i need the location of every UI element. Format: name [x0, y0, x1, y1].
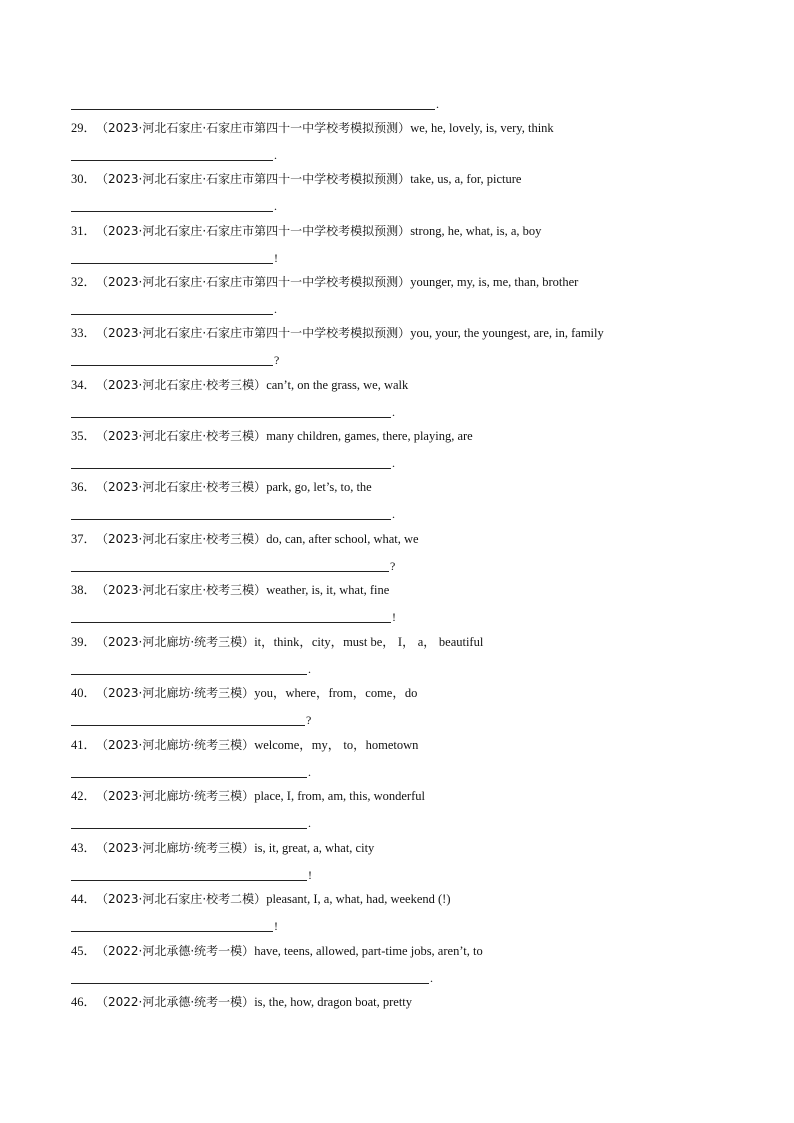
answer-end-punct: ?: [390, 559, 396, 573]
answer-blank[interactable]: [71, 662, 307, 675]
answer-end-punct: .: [308, 816, 311, 830]
question-32: [71, 274, 578, 290]
answer-blank[interactable]: [71, 97, 435, 110]
question-words: it，think，city，must be， I， a， beautiful: [254, 635, 484, 649]
answer-line-37[interactable]: [71, 558, 395, 572]
question-source: （2023·河北石家庄·石家庄市第四十一中学校考模拟预测）: [96, 121, 411, 135]
question-45: [71, 943, 483, 959]
question-words: can’t, on the grass, we, walk: [266, 378, 409, 392]
question-number: 37．: [71, 532, 97, 546]
answer-end-punct: ?: [274, 353, 280, 367]
question-37: [71, 531, 419, 547]
question-number: 40．: [71, 686, 97, 700]
question-words: you, your, the youngest, are, in, family: [410, 326, 604, 340]
answer-blank[interactable]: [71, 610, 391, 623]
answer-line-41[interactable]: [71, 764, 311, 778]
question-source: （2023·河北石家庄·校考三模）: [96, 480, 267, 494]
question-words: strong, he, what, is, a, boy: [410, 224, 542, 238]
question-number: 39．: [71, 635, 97, 649]
answer-end-punct: .: [308, 662, 311, 676]
answer-blank[interactable]: [71, 816, 307, 829]
question-words: welcome，my， to，hometown: [254, 738, 419, 752]
answer-end-punct: .: [436, 97, 439, 111]
question-number: 34．: [71, 378, 97, 392]
question-words: place, I, from, am, this, wonderful: [254, 789, 425, 803]
question-number: 36．: [71, 480, 97, 494]
answer-end-punct: .: [392, 456, 395, 470]
answer-line-35[interactable]: [71, 455, 395, 469]
question-number: 32．: [71, 275, 97, 289]
question-35: [71, 428, 473, 444]
question-number: 42．: [71, 789, 97, 803]
question-source: （2023·河北廊坊·统考三模）: [96, 738, 255, 752]
answer-end-punct: .: [274, 302, 277, 316]
question-33: [71, 325, 604, 341]
question-source: （2023·河北石家庄·石家庄市第四十一中学校考模拟预测）: [96, 326, 411, 340]
question-source: （2023·河北石家庄·校考三模）: [96, 429, 267, 443]
question-36: [71, 479, 372, 495]
question-source: （2023·河北石家庄·校考三模）: [96, 378, 267, 392]
question-number: 41．: [71, 738, 97, 752]
question-31: [71, 223, 541, 239]
answer-end-punct: .: [392, 507, 395, 521]
answer-end-punct: !: [392, 610, 396, 624]
question-42: [71, 788, 425, 804]
question-number: 46．: [71, 995, 97, 1009]
question-38: [71, 582, 389, 598]
question-29: [71, 120, 554, 136]
question-number: 33．: [71, 326, 97, 340]
answer-end-punct: !: [308, 868, 312, 882]
question-39: [71, 634, 483, 650]
question-source: （2022·河北承德·统考一模）: [96, 944, 255, 958]
question-number: 35．: [71, 429, 97, 443]
question-source: （2023·河北石家庄·石家庄市第四十一中学校考模拟预测）: [96, 172, 411, 186]
question-number: 29．: [71, 121, 97, 135]
answer-line-39[interactable]: [71, 661, 311, 675]
answer-end-punct: !: [274, 251, 278, 265]
question-words: you，where，from，come，do: [254, 686, 418, 700]
question-words: pleasant, I, a, what, had, weekend (!): [266, 892, 451, 906]
answer-end-punct: ?: [306, 713, 312, 727]
answer-blank[interactable]: [71, 971, 429, 984]
question-34: [71, 377, 408, 393]
answer-blank[interactable]: [71, 405, 391, 418]
question-source: （2023·河北廊坊·统考三模）: [96, 789, 255, 803]
question-number: 44．: [71, 892, 97, 906]
question-source: （2023·河北石家庄·石家庄市第四十一中学校考模拟预测）: [96, 275, 411, 289]
answer-line-32[interactable]: [71, 301, 277, 315]
question-words: younger, my, is, me, than, brother: [410, 275, 579, 289]
answer-blank[interactable]: [71, 559, 389, 572]
answer-blank[interactable]: [71, 353, 273, 366]
answer-end-punct: .: [274, 199, 277, 213]
answer-end-punct: !: [274, 919, 278, 933]
question-words: we, he, lovely, is, very, think: [410, 121, 554, 135]
answer-end-punct: .: [274, 148, 277, 162]
question-source: （2023·河北石家庄·校考二模）: [96, 892, 267, 906]
answer-blank[interactable]: [71, 713, 305, 726]
question-source: （2023·河北廊坊·统考三模）: [96, 635, 255, 649]
answer-line-34[interactable]: [71, 404, 395, 418]
question-words: take, us, a, for, picture: [410, 172, 522, 186]
question-44: [71, 891, 450, 907]
answer-line-40[interactable]: [71, 712, 311, 726]
question-source: （2023·河北廊坊·统考三模）: [96, 686, 255, 700]
question-number: 43．: [71, 841, 97, 855]
question-words: have, teens, allowed, part-time jobs, aren’t, to: [254, 944, 483, 958]
answer-line-33[interactable]: [71, 352, 279, 366]
question-words: many children, games, there, playing, are: [266, 429, 473, 443]
question-number: 30．: [71, 172, 97, 186]
answer-line-28[interactable]: [71, 96, 439, 110]
answer-blank[interactable]: [71, 507, 391, 520]
question-number: 31．: [71, 224, 97, 238]
answer-blank[interactable]: [71, 251, 273, 264]
question-words: is, the, how, dragon boat, pretty: [254, 995, 413, 1009]
question-43: [71, 840, 374, 856]
answer-blank[interactable]: [71, 765, 307, 778]
answer-line-45[interactable]: [71, 970, 433, 984]
question-source: （2023·河北石家庄·校考三模）: [96, 583, 267, 597]
answer-end-punct: .: [430, 971, 433, 985]
answer-line-31[interactable]: [71, 250, 278, 264]
question-words: is, it, great, a, what, city: [254, 841, 375, 855]
answer-line-36[interactable]: [71, 506, 395, 520]
answer-line-38[interactable]: [71, 609, 396, 623]
answer-end-punct: .: [392, 405, 395, 419]
answer-line-29[interactable]: [71, 147, 277, 161]
answer-end-punct: .: [308, 765, 311, 779]
answer-blank[interactable]: [71, 456, 391, 469]
question-30: [71, 171, 521, 187]
question-source: （2023·河北廊坊·统考三模）: [96, 841, 255, 855]
question-words: do, can, after school, what, we: [266, 532, 419, 546]
answer-blank[interactable]: [71, 868, 307, 881]
question-source: （2023·河北石家庄·石家庄市第四十一中学校考模拟预测）: [96, 224, 411, 238]
answer-line-43[interactable]: [71, 867, 312, 881]
question-46: [71, 994, 412, 1010]
answer-blank[interactable]: [71, 919, 273, 932]
answer-blank[interactable]: [71, 199, 273, 212]
answer-line-44[interactable]: [71, 918, 278, 932]
question-number: 38．: [71, 583, 97, 597]
answer-line-42[interactable]: [71, 815, 311, 829]
question-41: [71, 737, 418, 753]
question-source: （2023·河北石家庄·校考三模）: [96, 532, 267, 546]
answer-blank[interactable]: [71, 148, 273, 161]
question-words: weather, is, it, what, fine: [266, 583, 390, 597]
answer-blank[interactable]: [71, 302, 273, 315]
question-number: 45．: [71, 944, 97, 958]
question-words: park, go, let’s, to, the: [266, 480, 372, 494]
question-40: [71, 685, 417, 701]
question-source: （2022·河北承德·统考一模）: [96, 995, 255, 1009]
answer-line-30[interactable]: [71, 198, 277, 212]
